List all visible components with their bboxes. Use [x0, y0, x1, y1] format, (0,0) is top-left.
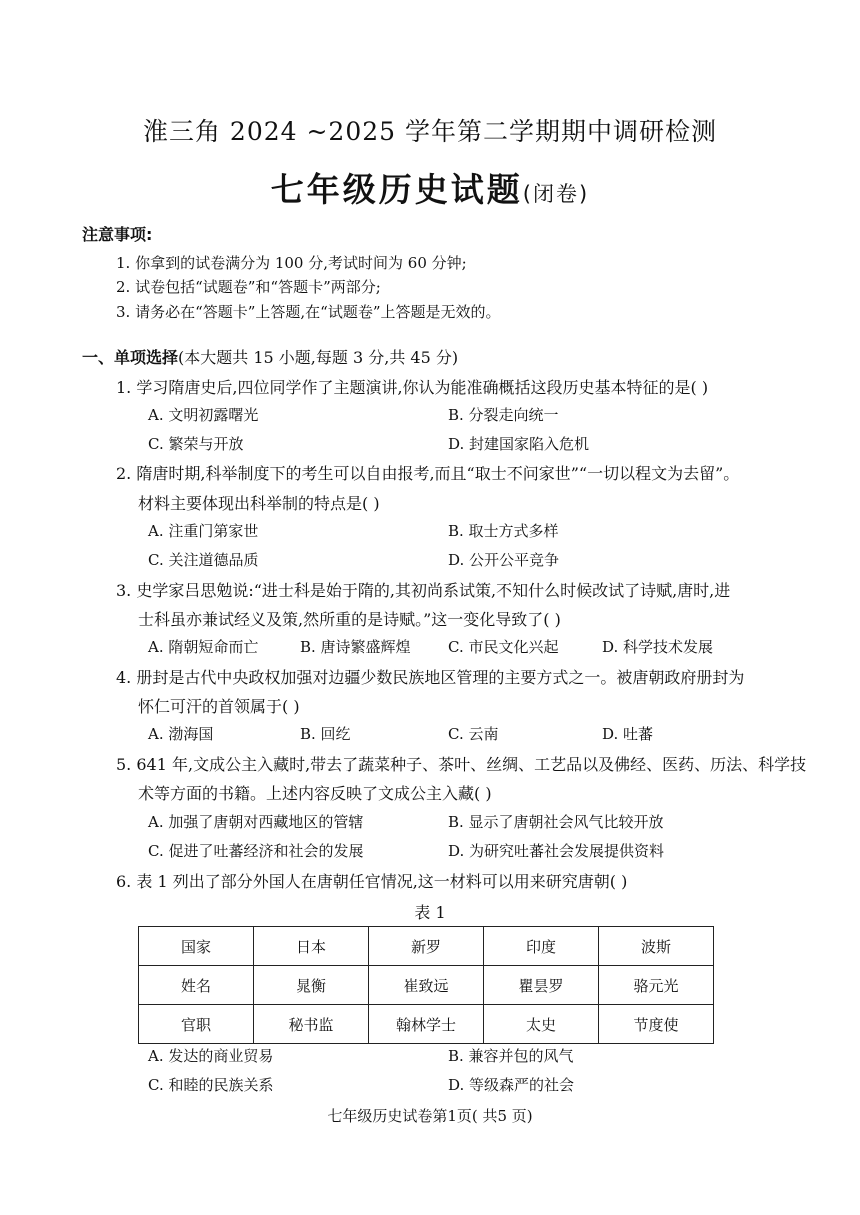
- table-cell: 姓名: [139, 966, 254, 1005]
- table-cell: 骆元光: [599, 966, 714, 1005]
- question-1-option-a: A. 文明初露曙光: [148, 406, 259, 424]
- question-5-stem-cont: 术等方面的书籍。上述内容反映了文成公主入藏( ): [138, 784, 492, 803]
- question-2-stem-cont: 材料主要体现出科举制的特点是( ): [138, 494, 380, 513]
- exam-title: [0, 164, 860, 211]
- question-2-option-d: D. 公开公平竞争: [448, 551, 560, 569]
- table-cell: 波斯: [599, 927, 714, 966]
- exam-closed-book-note: (闭卷): [522, 182, 590, 206]
- table-cell: 新罗: [369, 927, 484, 966]
- question-3-stem-cont: 士科虽亦兼试经义及策,然所重的是诗赋。”这一变化导致了( ): [138, 610, 561, 629]
- question-6-option-a: A. 发达的商业贸易: [148, 1047, 274, 1065]
- question-4-stem: 4. 册封是古代中央政权加强对边疆少数民族地区管理的主要方式之一。被唐朝政府册封为: [116, 668, 745, 687]
- question-5-option-b: B. 显示了唐朝社会风气比较开放: [448, 813, 664, 831]
- table-cell: 国家: [139, 927, 254, 966]
- table-cell: 太史: [484, 1005, 599, 1044]
- page-footer: 七年级历史试卷第1页( 共5 页): [327, 1107, 533, 1125]
- question-4-option-d: D. 吐蕃: [602, 725, 654, 743]
- table-cell: 翰林学士: [369, 1005, 484, 1044]
- table-cell: 节度使: [599, 1005, 714, 1044]
- question-3-option-b: B. 唐诗繁盛辉煌: [300, 638, 411, 656]
- table-row: [139, 1005, 714, 1044]
- school-exam-title: 淮三角 2024 ~2025 学年第二学期期中调研检测: [142, 117, 718, 146]
- question-1-stem: 1. 学习隋唐史后,四位同学作了主题演讲,你认为能准确概括这段历史基本特征的是( ): [116, 378, 709, 397]
- table-row: [139, 966, 714, 1005]
- table-row: [139, 927, 714, 966]
- table-1: [138, 926, 714, 1044]
- question-2-option-a: A. 注重门第家世: [148, 522, 259, 540]
- table-cell: 印度: [484, 927, 599, 966]
- question-6-option-c: C. 和睦的民族关系: [148, 1076, 274, 1094]
- table-cell: 晁衡: [254, 966, 369, 1005]
- table-cell: 官职: [139, 1005, 254, 1044]
- question-6-option-b: B. 兼容并包的风气: [448, 1047, 574, 1065]
- notice-title: 注意事项:: [82, 225, 153, 244]
- table-cell: 日本: [254, 927, 369, 966]
- question-3-option-c: C. 市民文化兴起: [448, 638, 559, 656]
- section-description: (本大题共 15 小题,每题 3 分,共 45 分): [178, 348, 459, 367]
- notice-item: 3. 请务必在“答题卡”上答题,在“试题卷”上答题是无效的。: [116, 303, 501, 321]
- question-6-stem: 6. 表 1 列出了部分外国人在唐朝任官情况,这一材料可以用来研究唐朝( ): [116, 872, 628, 891]
- question-4-option-a: A. 渤海国: [148, 725, 214, 743]
- question-6-option-d: D. 等级森严的社会: [448, 1076, 575, 1094]
- question-3-option-d: D. 科学技术发展: [602, 638, 714, 656]
- table-cell: 秘书监: [254, 1005, 369, 1044]
- section-title: 一、单项选择: [82, 348, 179, 367]
- question-4-option-c: C. 云南: [448, 725, 499, 743]
- question-5-option-d: D. 为研究吐蕃社会发展提供资料: [448, 842, 665, 860]
- notice-item: 1. 你拿到的试卷满分为 100 分,考试时间为 60 分钟;: [116, 254, 467, 272]
- question-4-stem-cont: 怀仁可汗的首领属于( ): [138, 697, 300, 716]
- question-1-option-b: B. 分裂走向统一: [448, 406, 559, 424]
- question-3-option-a: A. 隋朝短命而亡: [148, 638, 259, 656]
- exam-subject-title: 七年级历史试题: [270, 170, 523, 209]
- section-heading: [82, 345, 458, 368]
- question-2-option-b: B. 取士方式多样: [448, 522, 559, 540]
- question-5-option-a: A. 加强了唐朝对西藏地区的管辖: [148, 813, 364, 831]
- table-cell: 瞿昙罗: [484, 966, 599, 1005]
- question-1-option-d: D. 封建国家陷入危机: [448, 435, 590, 453]
- question-5-stem: 5. 641 年,文成公主入藏时,带去了蔬菜种子、茶叶、丝绸、工艺品以及佛经、医药、历法、科学技: [116, 755, 807, 774]
- notice-item: 2. 试卷包括“试题卷”和“答题卡”两部分;: [116, 278, 381, 296]
- table-1-caption: 表 1: [414, 903, 446, 922]
- table-cell: 崔致远: [369, 966, 484, 1005]
- question-2-option-c: C. 关注道德品质: [148, 551, 259, 569]
- question-2-stem: 2. 隋唐时期,科举制度下的考生可以自由报考,而且“取士不问家世”“一切以程文为去留”。: [116, 464, 740, 483]
- question-4-option-b: B. 回纥: [300, 725, 351, 743]
- question-1-option-c: C. 繁荣与开放: [148, 435, 244, 453]
- question-5-option-c: C. 促进了吐蕃经济和社会的发展: [148, 842, 364, 860]
- question-3-stem: 3. 史学家吕思勉说:“进士科是始于隋的,其初尚系试策,不知什么时候改试了诗赋,唐时,进: [116, 581, 731, 600]
